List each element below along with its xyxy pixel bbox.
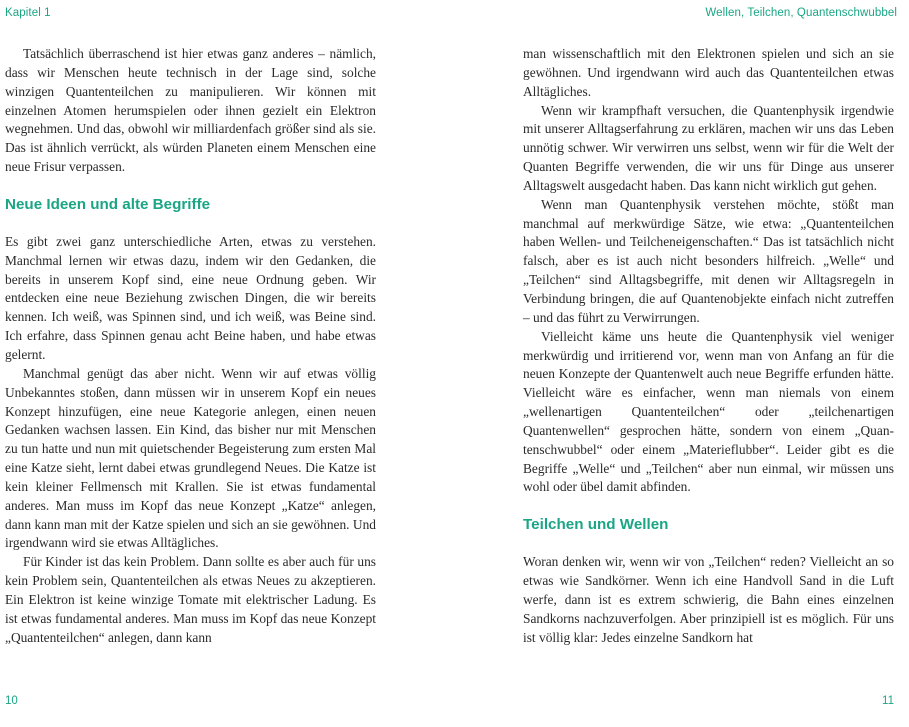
right-paragraph-5: Woran denken wir, wenn wir von „Teilchen“ reden? Vielleicht an so etwas wie Sandkörner. Wenn ich eine Handvoll Sand in die Luft werfe, dann ist es extrem schwierig, die Bahn eines einzelnen Sandkorns nachzuverfolgen. Aber prinzipiell ist es möglich. Für uns ist völlig klar: Jedes einzelne Sandkorn hat bbox=[523, 554, 894, 645]
section-heading-teilchen-und-wellen: Teilchen und Wellen bbox=[523, 516, 669, 534]
running-head-chapter: Kapitel 1 bbox=[5, 7, 51, 19]
right-paragraph-4: Vielleicht käme uns heute die Quantenphysik viel weniger merkwürdig und irritierend vor, wenn man von Anfang an für die neuen Konzepte der Quantenwelt auch neue Begriffe erfunden hätte. Vielleicht wäre es einfacher, wenn man niemals von einem „wellenartigen Quantenteilchen“ oder „teilchenartigen Quantenwellen“ gesprochen hätte, sondern von einem „Quantenschwubbel“ oder einem „Materieflubber“. Leider gibt es die Begriffe „Welle“ und „Teilchen“ aber nun einmal, wir müssen uns wohl oder übel damit abfinden. bbox=[523, 328, 894, 495]
section-heading-neue-ideen: Neue Ideen und alte Begriffe bbox=[5, 195, 211, 213]
left-paragraph-4: Für Kinder ist das kein Problem. Dann sollte es aber auch für uns kein Problem sein, Quantenteilchen als etwas Neues zu akzeptieren. Ein Elektron ist keine winzige Tomate mit elektrischer Ladung. Es ist etwas fundamental anderes. Man muss im Kopf das neue Konzept „Quantenteilchen“ anlegen, dann kann bbox=[5, 554, 376, 645]
page-number-right: 11 bbox=[882, 695, 894, 707]
right-page-column bbox=[523, 45, 894, 647]
right-paragraph-1: man wissenschaftlich mit den Elektronen spielen und sich an sie gewöhnen. Und irgendwann wird auch das Quantenteilchen etwas Alltägliches. bbox=[523, 46, 894, 99]
left-page-column bbox=[5, 45, 376, 647]
right-paragraph-2: Wenn wir krampfhaft versuchen, die Quantenphysik irgendwie mit unserer Alltagserfahrung zu erklären, machen wir uns das Leben unnötig schwer. Wir verwirren uns selbst, wenn wir für die Welt der Quanten Begriffe verwenden, die wir uns für Dinge aus unserer Alltagswelt ausgedacht haben. Das kann nicht wirklich gut gehen. bbox=[523, 102, 894, 193]
right-paragraph-3: Wenn man Quantenphysik verstehen möchte, stößt man manchmal auf merkwürdige Sätze, wie etwa: „Quantenteilchen haben Wellen- und Teilcheneigenschaften.“ Das ist tatsächlich nicht falsch, aber es ist auch nicht besonders hilfreich. „Welle“ und „Teilchen“ sind Alltagsbegriffe, mit denen wir Alltagsregeln in Verbindung bringen, die auf Quantenobjekte einfach nicht zutreffen – und das führt zu Verwirrungen. bbox=[523, 196, 894, 325]
left-paragraph-3: Manchmal genügt das aber nicht. Wenn wir auf etwas völlig Unbekanntes stoßen, dann müssen wir in unserem Kopf ein neues Konzept hinzufügen, eine neue Kategorie anlegen, einen neuen Gedanken wachsen lassen. Ein Kind, das bisher nur mit Menschen zu tun hatte und nun mit quietschender Begeisterung zum ersten Mal eine Katze sieht, lernt dabei etwas grundlegend Neues. Die Katze ist kein kleiner Fellmensch mit Krallen. Sie ist etwas fundamental anderes. Man muss im Kopf das neue Konzept „Katze“ anlegen, dann kann man mit der Katze spielen und sich an sie gewöhnen. Und irgendwann wird sie etwas Alltägliches. bbox=[5, 365, 376, 551]
page-number-left: 10 bbox=[5, 695, 18, 707]
running-head-title: Wellen, Teilchen, Quantenschwubbel bbox=[705, 7, 897, 19]
left-paragraph-1: Tatsächlich überraschend ist hier etwas ganz anderes – nämlich, dass wir Menschen heute technisch in der Lage sind, solche winzigen Quantenteilchen zu manipulieren. Wir können mit einzelnen Atomen herumspielen oder ihnen gezielt ein Elektron wegnehmen. Und das, obwohl wir milliardenfach größer sind als sie. Das ist ähnlich verrückt, als würden Planeten einem Menschen eine neue Frisur verpassen. bbox=[5, 46, 376, 175]
left-paragraph-2: Es gibt zwei ganz unterschiedliche Arten, etwas zu verstehen. Manchmal lernen wir etwas dazu, indem wir den Gedanken, die bereits in unserem Kopf sind, eine neue Ordnung geben. Wir entdecken eine neue Beziehung zwischen Dingen, die wir bereits kennen. Ich weiß, was Spinnen sind, und ich weiß, was Beine sind. Ich erfahre, dass Spinnen genau acht Beine haben, und habe etwas gelernt. bbox=[5, 233, 376, 362]
